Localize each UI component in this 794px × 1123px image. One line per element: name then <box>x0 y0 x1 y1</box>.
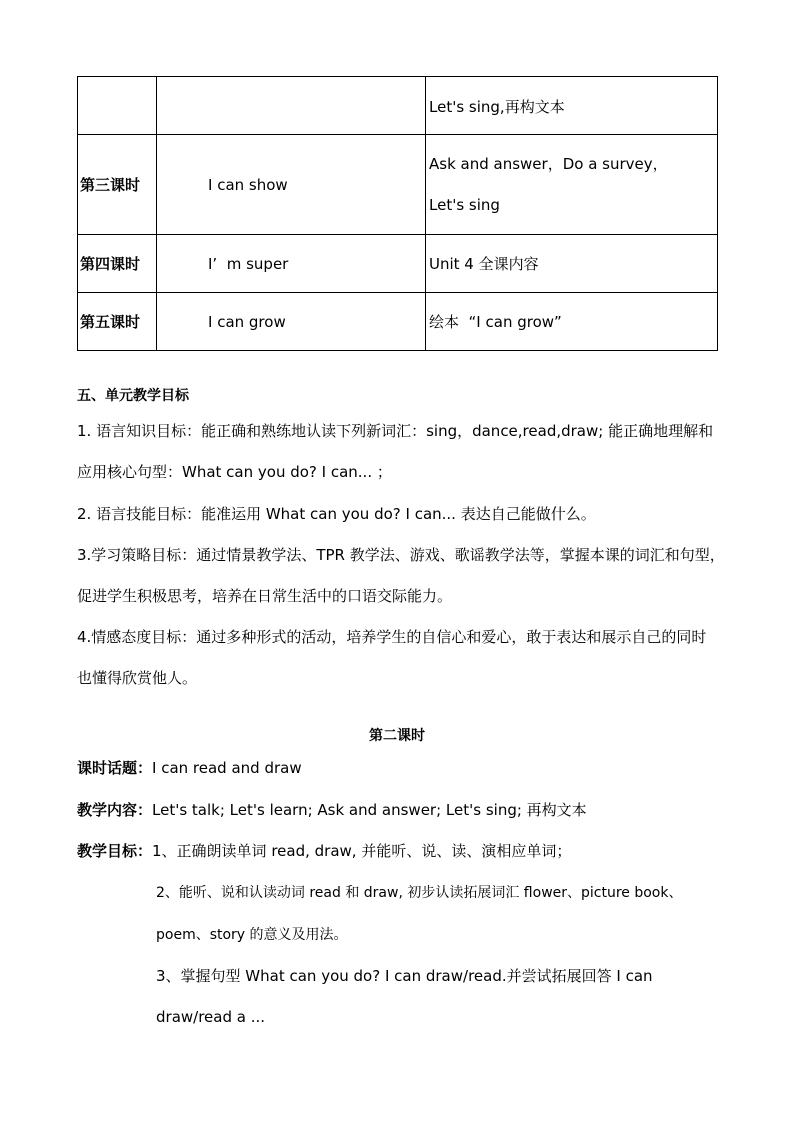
paragraph-line: 1. 语言知识目标：能正确和熟练地认读下列新词汇：sing，dance,read,draw; 能正确地理解和 <box>77 422 714 440</box>
table-row <box>78 77 718 135</box>
goal-item: 2、能听、说和认读动词 read 和 draw, 初步认读拓展词汇 flower、picture book、 <box>156 885 683 901</box>
topic-value: I can read and draw <box>152 759 302 777</box>
topic-cell <box>157 77 426 135</box>
paragraph-line: 应用核心句型：What can you do? I can... ； <box>77 463 392 481</box>
content-value: Let's talk; Let's learn; Ask and answer; Let's sing; 再构文本 <box>152 801 587 819</box>
lesson-heading: 第二课时 <box>369 728 425 744</box>
topic-cell: I’ m super <box>157 235 426 293</box>
table-row <box>78 293 718 351</box>
paragraph-line: 4.情感态度目标：通过多种形式的活动，培养学生的自信心和爱心，敢于表达和展示自己的同时 <box>77 628 707 646</box>
paragraph-line: 促进学生积极思考，培养在日常生活中的口语交际能力。 <box>77 587 453 605</box>
goals-label: 教学目标： <box>77 842 153 860</box>
paragraph-line: 也懂得欣赏他人。 <box>77 669 198 687</box>
content-label: 教学内容： <box>77 801 153 819</box>
content-cell <box>426 135 718 235</box>
topic-cell: I can show <box>157 135 426 235</box>
period-cell <box>78 77 157 135</box>
topic-cell: I can grow <box>157 293 426 351</box>
content-cell <box>426 235 718 293</box>
paragraph-line: 3.学习策略目标：通过情景教学法、TPR 教学法、游戏、歌谣教学法等，掌握本课的词汇和句型， <box>77 546 725 564</box>
content-line: Let's sing <box>429 195 500 214</box>
topic-label: 课时话题： <box>77 759 153 777</box>
period-cell: 第四课时 <box>78 235 157 293</box>
goal-item: 1、正确朗读单词 read, draw, 并能听、说、读、演相应单词； <box>152 842 572 860</box>
content-line: Ask and answer，Do a survey， <box>429 154 668 173</box>
goal-item-continued: poem、story 的意义及用法。 <box>156 927 348 943</box>
section-heading: 五、单元教学目标 <box>77 388 189 404</box>
lesson-schedule-table <box>77 76 718 351</box>
table-row <box>78 235 718 293</box>
content-cell <box>426 293 718 351</box>
period-cell: 第三课时 <box>78 135 157 235</box>
goal-item-continued: draw/read a ... <box>156 1008 266 1026</box>
lesson-goals <box>77 841 571 861</box>
content-line: Let's sing,再构文本 <box>429 98 565 116</box>
lesson-topic <box>77 758 302 778</box>
content-line: Unit 4 全课内容 <box>429 255 539 273</box>
period-cell: 第五课时 <box>78 293 157 351</box>
lesson-content <box>77 800 587 820</box>
paragraph-line: 2. 语言技能目标：能准运用 What can you do? I can... 表达自己能做什么。 <box>77 505 596 523</box>
content-cell <box>426 77 718 135</box>
table-row <box>78 135 718 235</box>
goal-item: 3、掌握句型 What can you do? I can draw/read.并尝试拓展回答 I can <box>156 967 653 985</box>
content-line: 绘本 “I can grow” <box>429 313 562 331</box>
